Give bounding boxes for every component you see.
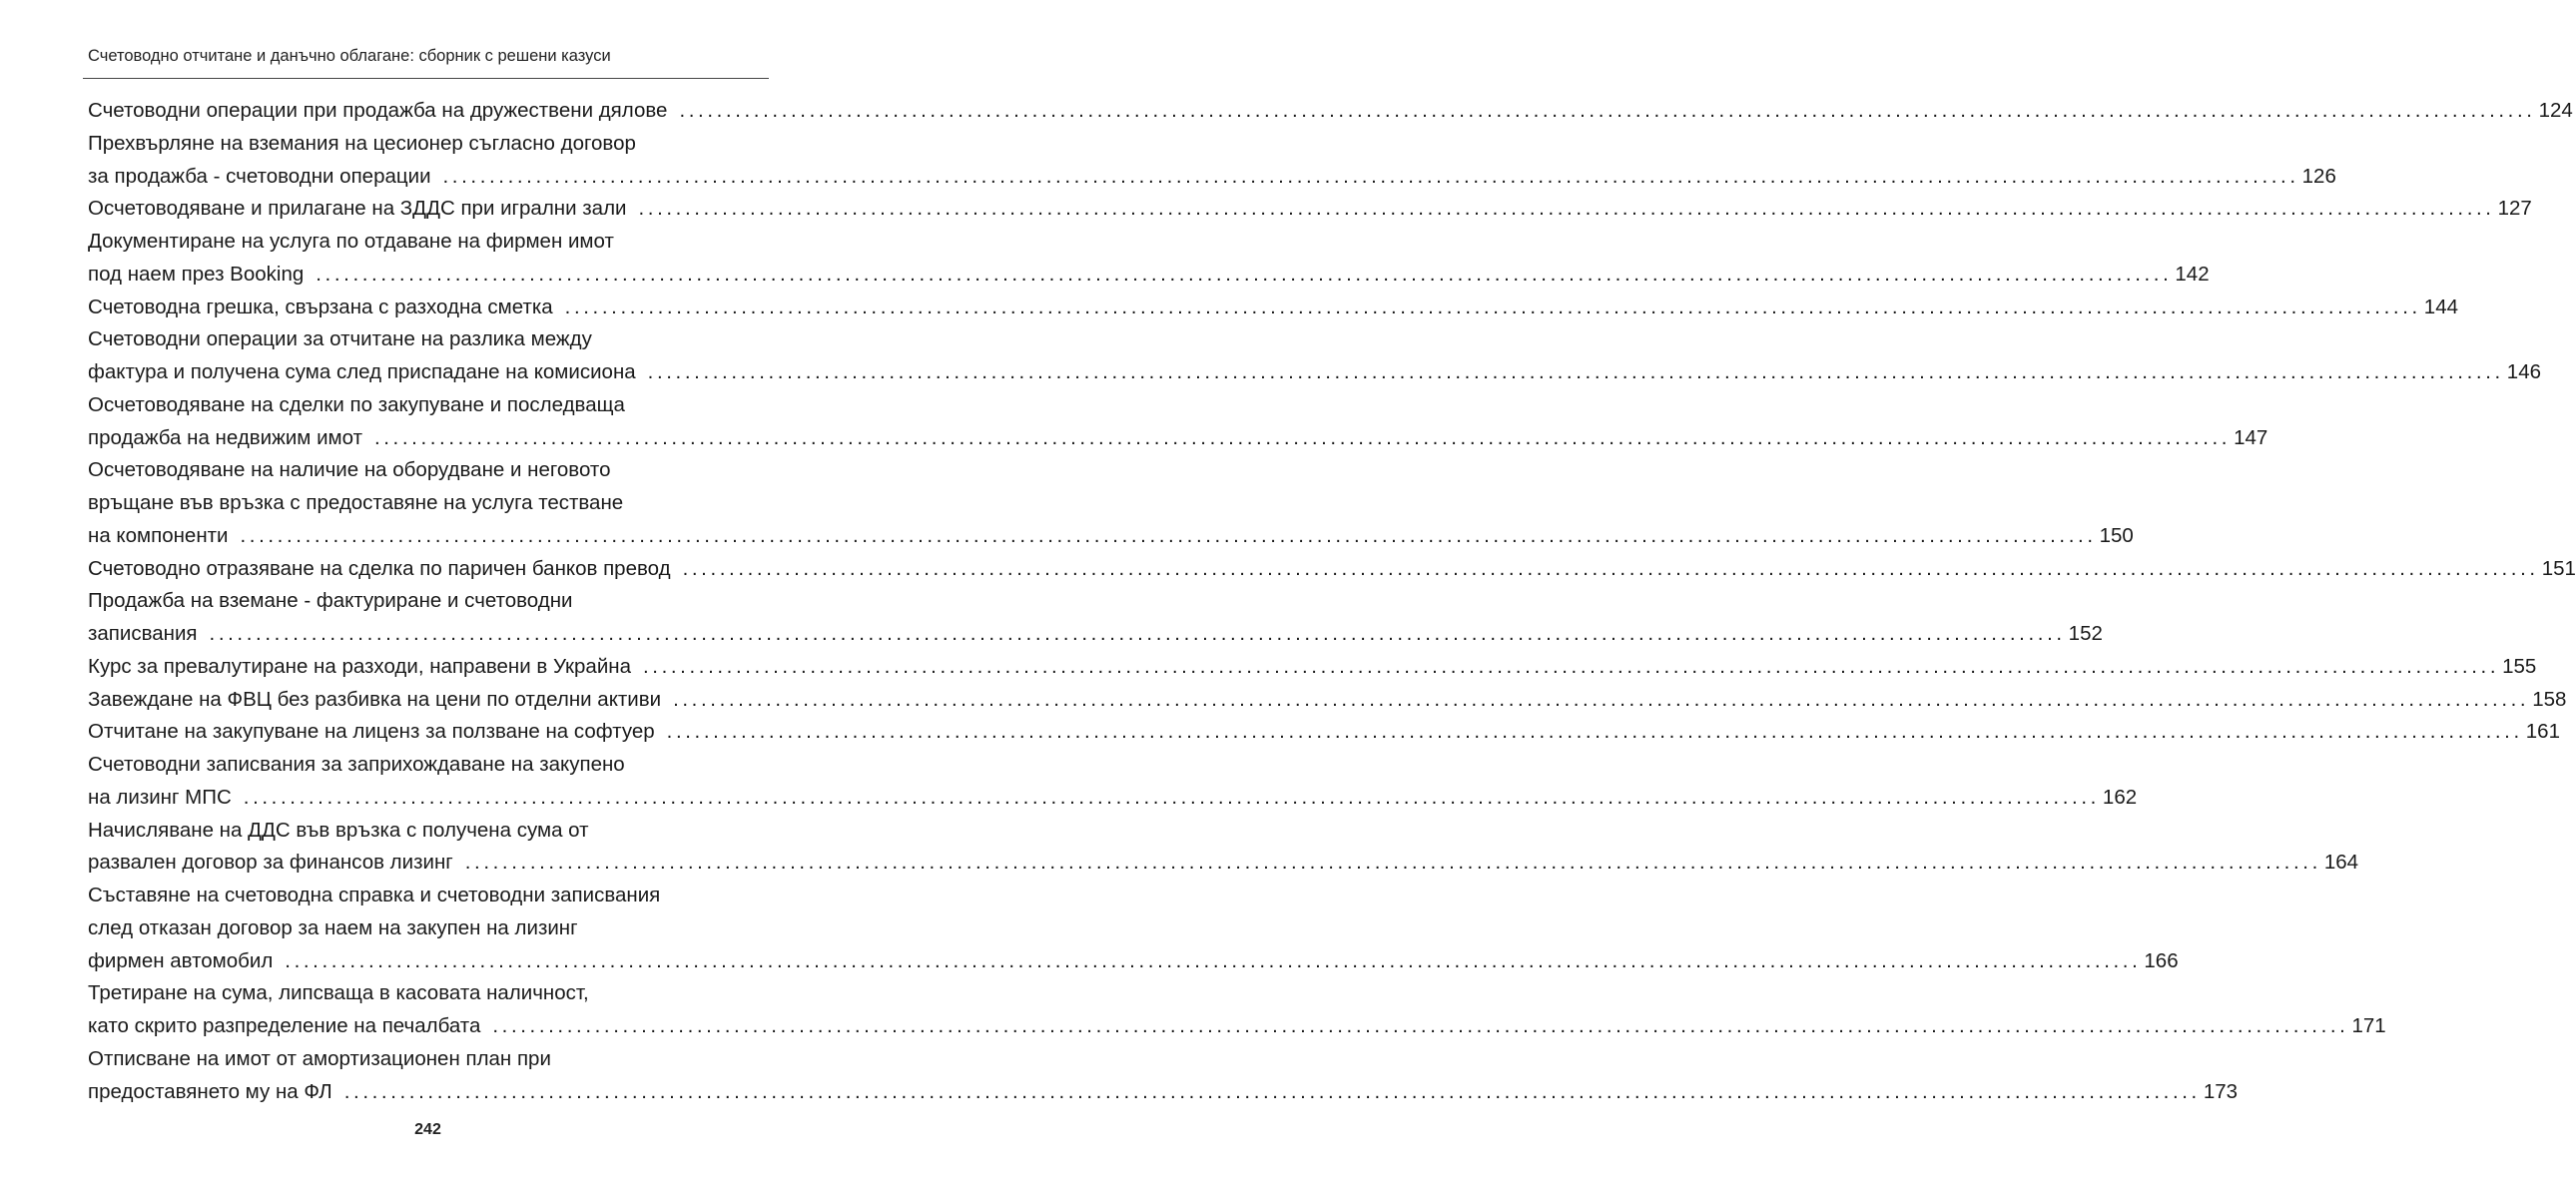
dot-leader: ........................................................................................................................................................................................................ [682, 556, 2539, 580]
toc-entry-title: записвания [88, 622, 198, 645]
dot-leader: ........................................................................................................................................................................................................ [564, 295, 2421, 318]
toc-page-number: 150 [2099, 523, 2134, 547]
toc-entry[interactable] [88, 716, 2560, 749]
toc-page-number: 162 [2102, 785, 2138, 809]
toc-entry-title: Начисляване на ДДС във връзка с получена сума от [88, 818, 589, 842]
toc-entry-line [88, 389, 763, 422]
toc-page-number: 144 [2423, 295, 2459, 318]
toc-entry-title: Документиране на услуга по отдаване на фирмен имот [88, 230, 614, 253]
toc-entry-title: на лизинг МПС [88, 785, 232, 809]
toc-entry-line [88, 912, 763, 945]
dot-leader: ........................................................................................................................................................................................................ [492, 1014, 2349, 1037]
dot-leader: ........................................................................................................................................................................................................ [285, 948, 2142, 972]
toc-page-number: 158 [2532, 687, 2567, 711]
toc-entry-title: за продажба - счетоводни операции [88, 164, 431, 188]
toc-entry-line [88, 323, 763, 356]
toc-page-number: 152 [2068, 622, 2103, 645]
dot-leader: ........................................................................................................................................................................................................ [442, 164, 2299, 188]
toc-entry-line [88, 1076, 2239, 1109]
toc-entry-line [88, 716, 2560, 749]
toc-page-number: 147 [2234, 425, 2268, 449]
dot-leader: ........................................................................................................................................................................................................ [316, 262, 2173, 286]
toc-page-number: 142 [2175, 262, 2210, 286]
page-number: 242 [414, 1121, 441, 1138]
toc-entry-title: Отчитане на закупуване на лиценз за ползване на софтуер [88, 720, 655, 744]
toc-entry-line [88, 815, 763, 848]
toc-entry-line [88, 520, 2134, 553]
toc-entry-title: Продажба на вземане - фактуриране и счетоводни [88, 589, 573, 613]
toc-entry-line [88, 95, 2573, 128]
toc-entry[interactable] [88, 323, 2542, 389]
toc-entry-line [88, 1043, 763, 1076]
toc-entry-title: като скрито разпределение на печалбата [88, 1014, 481, 1037]
toc-entry-title: продажба на недвижим имот [88, 425, 362, 449]
toc-entry-title: Счетоводни операции за отчитане на разлика между [88, 327, 592, 351]
toc-entry-line [88, 128, 763, 161]
toc-entry-title: Счетоводна грешка, свързана с разходна сметка [88, 295, 553, 318]
dot-leader: ........................................................................................................................................................................................................ [647, 360, 2504, 383]
toc-entry-line [88, 1010, 2386, 1043]
toc-entry-line [88, 684, 2567, 717]
toc-entry[interactable] [88, 651, 2537, 684]
toc-entry-title: фирмен автомобил [88, 948, 274, 972]
toc-entry-line [88, 454, 763, 487]
dot-leader: ........................................................................................................................................................................................................ [343, 1079, 2201, 1103]
toc-entry-title: Съставяне на счетоводна справка и счетоводни записвания [88, 884, 661, 906]
toc-page-number: 164 [2323, 851, 2359, 875]
toc-entry[interactable] [88, 1043, 2239, 1109]
toc-entry-title: Курс за превалутиране на разходи, направени в Украйна [88, 654, 631, 678]
toc-entry[interactable] [88, 95, 2573, 128]
toc-entry-line [88, 847, 2359, 880]
toc-entry[interactable] [88, 292, 2459, 324]
toc-entry[interactable] [88, 193, 2532, 226]
toc-entry-title: Осчетоводяване и прилагане на ЗДДС при игрални зали [88, 197, 627, 221]
toc-page-number: 151 [2541, 556, 2576, 580]
toc-page-number: 161 [2525, 720, 2560, 744]
toc-entry-title: след отказан договор за наем на закупен на лизинг [88, 915, 578, 939]
toc-entry-line [88, 356, 2542, 389]
toc-page-number: 124 [2538, 99, 2573, 122]
toc-entry-title: Счетоводни записвания за заприхождаване на закупено [88, 753, 625, 776]
toc-entry-line [88, 618, 2103, 651]
dot-leader: ........................................................................................................................................................................................................ [373, 425, 2232, 449]
dot-leader: ........................................................................................................................................................................................................ [666, 720, 2523, 744]
table-of-contents [88, 95, 2576, 1108]
toc-entry[interactable] [88, 815, 2359, 881]
toc-entry-title: Отписване на имот от амортизационен план при [88, 1046, 551, 1070]
toc-page-number: 155 [2502, 654, 2537, 678]
toc-entry-title: Завеждане на ФВЦ без разбивка на цени по отделни активи [88, 687, 662, 711]
toc-page-number: 166 [2144, 948, 2179, 972]
toc-entry[interactable] [88, 684, 2567, 717]
toc-entry-title: връщане във връзка с предоставяне на услуга тестване [88, 491, 624, 514]
toc-entry[interactable] [88, 128, 2336, 194]
toc-entry-line [88, 782, 2138, 815]
dot-leader: ........................................................................................................................................................................................................ [679, 99, 2536, 122]
toc-entry-line [88, 161, 2336, 194]
toc-page-number: 173 [2203, 1079, 2239, 1103]
dot-leader: ........................................................................................................................................................................................................ [464, 851, 2321, 875]
toc-entry[interactable] [88, 389, 2268, 455]
toc-entry[interactable] [88, 977, 2386, 1043]
toc-entry-title: фактура и получена сума след приспадане на комисиона [88, 360, 636, 383]
toc-entry-title: на компоненти [88, 523, 229, 547]
toc-entry-line [88, 193, 2532, 226]
toc-entry[interactable] [88, 226, 2210, 292]
dot-leader: ........................................................................................................................................................................................................ [240, 523, 2097, 547]
header-rule [83, 78, 769, 79]
dot-leader: ........................................................................................................................................................................................................ [209, 622, 2066, 645]
toc-page-number: 171 [2351, 1014, 2386, 1037]
dot-leader: ........................................................................................................................................................................................................ [673, 687, 2530, 711]
toc-entry-line [88, 292, 2459, 324]
toc-entry-title: развален договор за финансов лизинг [88, 851, 453, 875]
toc-entry[interactable] [88, 454, 2134, 552]
toc-entry-title: под наем през Booking [88, 262, 305, 286]
toc-page-number: 146 [2506, 360, 2542, 383]
toc-entry-title: предоставянето му на ФЛ [88, 1079, 332, 1103]
toc-entry-line [88, 585, 763, 618]
toc-entry-title: Третиране на сума, липсваща в касовата наличност, [88, 981, 589, 1005]
toc-entry-line [88, 749, 763, 782]
dot-leader: ........................................................................................................................................................................................................ [243, 785, 2100, 809]
toc-entry-title: Прехвърляне на вземания на цесионер съгласно договор [88, 131, 636, 155]
toc-entry-line [88, 226, 763, 259]
toc-entry-title: Счетоводно отразяване на сделка по паричен банков превод [88, 556, 671, 580]
running-head: Счетоводно отчитане и данъчно облагане: сборник с решени казуси [88, 47, 611, 65]
toc-entry-line [88, 651, 2537, 684]
dot-leader: ........................................................................................................................................................................................................ [638, 197, 2495, 221]
toc-entry[interactable] [88, 880, 2179, 977]
toc-entry-title: Осчетоводяване на наличие на оборудване и неговото [88, 458, 611, 482]
toc-entry[interactable] [88, 553, 2576, 586]
toc-entry-line [88, 977, 763, 1010]
toc-entry-line [88, 553, 2576, 586]
dot-leader: ........................................................................................................................................................................................................ [643, 654, 2500, 678]
toc-entry-line [88, 422, 2268, 455]
toc-entry[interactable] [88, 585, 2103, 651]
toc-entry-title: Счетоводни операции при продажба на дружествени дялове [88, 99, 668, 122]
toc-entry-line [88, 259, 2210, 292]
toc-entry-title: Осчетоводяване на сделки по закупуване и последваща [88, 392, 625, 416]
toc-entry-line [88, 487, 763, 520]
toc-page-number: 126 [2301, 164, 2336, 188]
toc-entry[interactable] [88, 749, 2138, 815]
toc-page-number: 127 [2497, 197, 2532, 221]
toc-entry-line [88, 880, 763, 912]
toc-entry-line [88, 945, 2179, 978]
